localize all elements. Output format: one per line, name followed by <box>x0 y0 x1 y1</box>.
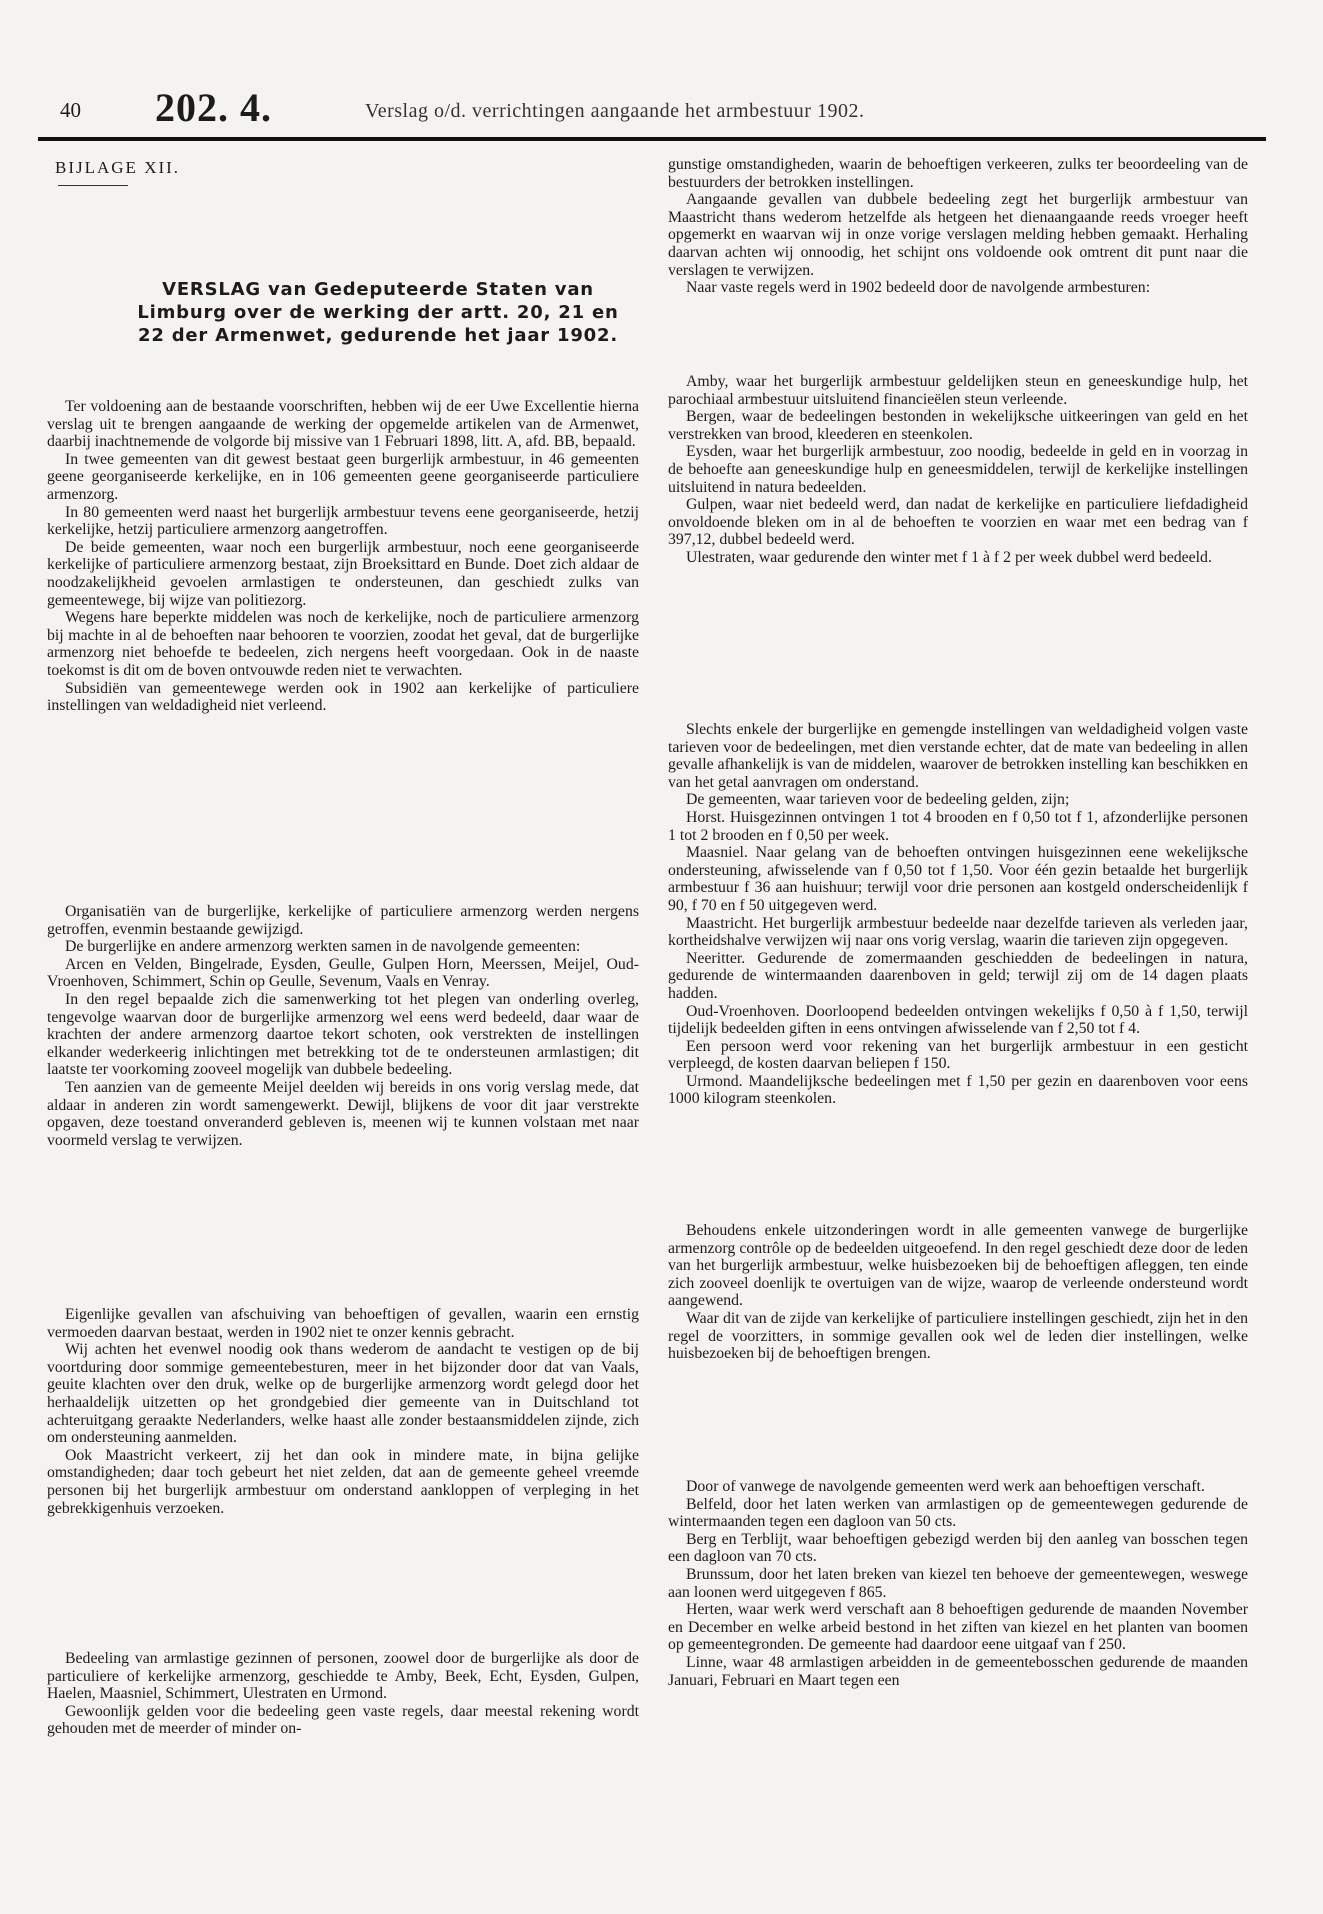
paragraph: Subsidiën van gemeentewege werden ook in 1902 aan kerkelijke of particuliere instellingen van weldadigheid niet verleend. <box>47 679 639 715</box>
paragraph: Organisatiën van de burgerlijke, kerkelijke of particuliere armenzorg werden nergens getroffen, evenmin bestaande gewijzigd. <box>47 903 639 938</box>
right-section-4 <box>668 1222 1248 1363</box>
right-section-2 <box>668 373 1248 567</box>
paragraph: Een persoon werd voor rekening van het burgerlijk armbestuur in een gesticht verpleegd, de kosten daarvan beliepen f 150. <box>668 1037 1248 1073</box>
paragraph: Linne, waar 48 armlastigen arbeidden in de gemeentebosschen gedurende de maanden Januari, Februari en Maart tegen een <box>668 1653 1248 1689</box>
paragraph: Maastricht. Het burgerlijk armbestuur bedeelde naar dezelfde tarieven als verleden jaar, kortheidshalve verwijzen wij naar ons vorig verslag, waarin die tarieven zijn opgegeven. <box>668 914 1248 950</box>
paragraph: Amby, waar het burgerlijk armbestuur geldelijken steun en geneeskundige hulp, het parochiaal armbestuur uitsluitend financieëlen steun verleende. <box>668 373 1248 408</box>
paragraph: Herten, waar werk werd verschaft aan 8 behoeftigen gedurende de maanden November en December en welke arbeid bestond in het ziften van kiezel en het planten van boomen op gemeentegronden. De gemeente had daardoor eene uitgaaf van f 250. <box>668 1601 1248 1654</box>
paragraph: Door of vanwege de navolgende gemeenten werd werk aan behoeftigen verschaft. <box>686 1478 1205 1495</box>
paragraph: In den regel bepaalde zich die samenwerking tot het plegen van onderling overleg, tengevolge waarvan door de burgerlijke armenzorg wel eens werd bedeeld, daar waar de krachten der andere armenzorg daartoe tekort schoten, ook verstrekten de instellingen elkander wederkeerig inlichtingen met betrekking tot de te ondersteunen armlastigen; dit laatste ter voorkoming zooveel mogelijk van dubbele bedeeling. <box>47 990 639 1079</box>
running-title: Verslag o/d. verrichtingen aangaande het armbestuur 1902. <box>365 100 865 122</box>
paragraph: Berg en Terblijt, waar behoeftigen gebezigd werden bij den aanleg van bosschen tegen een dagloon van 70 cts. <box>668 1530 1248 1566</box>
document-number: 202. 4. <box>155 85 272 130</box>
paragraph: Eigenlijke gevallen van afschuiving van behoeftigen of gevallen, waarin een ernstig vermoeden daarvan bestaat, werden in 1902 niet te onzer kennis gebracht. <box>47 1306 639 1341</box>
paragraph: gunstige omstandigheden, waarin de behoeftigen verkeeren, zulks ter beoordeeling van de bestuurders der betrokken instellingen. <box>668 156 1248 191</box>
paragraph: Waar dit van de zijde van kerkelijke of particuliere instellingen geschiedt, zijn het in den regel de voorzitters, in sommige gevallen ook wel de leden dier instellingen, welke huisbezoeken bij de behoeftigen brengen. <box>668 1309 1248 1363</box>
paragraph: Naar vaste regels werd in 1902 bedeeld door de navolgende armbesturen: <box>686 279 1151 297</box>
right-section-5 <box>668 1478 1248 1689</box>
paragraph: Oud-Vroenhoven. Doorloopend bedeelden ontvingen wekelijks f 0,50 à f 1,50, terwijl tijdelijk bedeelden giften in eens ontvingen afwisselende van f 2,50 tot f 4. <box>668 1002 1248 1038</box>
paragraph: In twee gemeenten van dit gewest bestaat geen burgerlijk armbestuur, in 46 gemeenten geene georganiseerde kerkelijke, en in 106 gemeenten geene georganiseerde particuliere armenzorg. <box>47 450 639 503</box>
paragraph: In 80 gemeenten werd naast het burgerlijk armbestuur tevens eene georganiseerde, hetzij kerkelijke, hetzij particuliere armenzorg aangetroffen. <box>47 503 639 539</box>
paragraph: Wij achten het evenwel noodig ook thans wederom de aandacht te vestigen op de bij voortduring door sommige gemeentebesturen, meer in het bijzonder door dat van Vaals, geuite klachten over den druk, welke op de burgerlijke armenzorg wordt gelegd door het herhaaldelijk uitzetten op het grondgebied dier gemeente van in Duitschland tot achteruitgang geraakte Nederlanders, welke haast alle zonder bestaansmiddelen zijnde, zich om ondersteuning aanmelden. <box>47 1341 639 1447</box>
paragraph: Wegens hare beperkte middelen was noch de kerkelijke, noch de particuliere armenzorg bij machte in al de behoeften naar behooren te voorzien, zoodat het geval, dat de burgerlijke armenzorg niet behoefde te bedeelen, zich nergens heeft voorgedaan. Ook in de naaste toekomst is dit om de boven ontvouwde reden niet te verwachten. <box>47 609 639 679</box>
paragraph: Ulestraten, waar gedurende den winter met f 1 à f 2 per week dubbel werd bedeeld. <box>686 548 1212 566</box>
label-underline <box>58 185 128 186</box>
right-section-1 <box>668 156 1248 297</box>
paragraph: Horst. Huisgezinnen ontvingen 1 tot 4 brooden en f 0,50 tot f 1, afzonderlijke personen 1 tot 2 brooden en f 0,50 per week. <box>668 808 1248 844</box>
paragraph: Ten aanzien van de gemeente Meijel deelden wij bereids in ons vorig verslag mede, dat aldaar in anderen zin wordt samengewerkt. Dewijl, blijkens de voor dit jaar verstrekte opgaven, deze toestand onveranderd gebleven is, meenen wij te kunnen volstaan met naar voormeld verslag te verwijzen. <box>47 1078 639 1149</box>
right-section-3 <box>668 721 1248 1108</box>
paragraph: Bergen, waar de bedeelingen bestonden in wekelijksche uitkeeringen van geld en het verstrekken van brood, kleederen en steenkolen. <box>668 408 1248 443</box>
paragraph: Slechts enkele der burgerlijke en gemengde instellingen van weldadigheid volgen vaste tarieven voor de bedeelingen, met dien verstande echter, dat de mate van bedeeling in allen gevalle afhankelijk is van de middelen, waarover de betrokken instelling kan beschikken en van het getal aanvragen om onderstand. <box>668 721 1248 791</box>
running-header <box>60 85 1260 130</box>
left-section-1 <box>47 398 639 715</box>
paragraph: Bedeeling van armlastige gezinnen of personen, zoowel door de burgerlijke als door de particuliere of kerkelijke armenzorg, geschiedde te Amby, Beek, Echt, Eysden, Gulpen, Haelen, Maasniel, Schimmert, Ulestraten en Urmond. <box>47 1650 639 1703</box>
paragraph: Ook Maastricht verkeert, zij het dan ook in mindere mate, in bijna gelijke omstandigheden; daar toch gebeurt het niet zelden, dat aan de gemeente geheel vreemde personen bij het burgerlijk armbestuur om onderstand aankloppen of verpleging in het gebrekkigenhuis verzoeken. <box>47 1446 639 1517</box>
paragraph: Belfeld, door het laten werken van armlastigen op de gemeentewegen gedurende de wintermaanden tegen een dagloon van 50 cts. <box>668 1495 1248 1531</box>
paragraph: Aangaande gevallen van dubbele bedeeling zegt het burgerlijk armbestuur van Maastricht thans wederom hetzelfde als hetgeen het dienaangaande reeds vroeger heeft opgemerkt en waarvan wij in onze vorige verslagen melding hebben gemaakt. Herhaling daarvan achten wij onnoodig, het schijnt ons voldoende ook omtrent dit punt naar die verslagen te verwijzen. <box>668 191 1248 279</box>
left-section-4 <box>47 1650 639 1738</box>
left-section-3 <box>47 1306 639 1517</box>
paragraph: De gemeenten, waar tarieven voor de bedeeling gelden, zijn; <box>686 791 1070 809</box>
page-number: 40 <box>60 98 81 122</box>
paragraph: Neeritter. Gedurende de zomermaanden geschiedden de bedeelingen in natura, gedurende de wintermaanden daarenboven in geld; terwijl zij om de 14 dagen plaats hadden. <box>668 949 1248 1002</box>
paragraph: Arcen en Velden, Bingelrade, Eysden, Geulle, Gulpen Horn, Meerssen, Meijel, Oud-Vroenhoven, Schimmert, Schin op Geulle, Sevenum, Vaals en Venray. <box>47 955 639 991</box>
paragraph: Behoudens enkele uitzonderingen wordt in alle gemeenten vanwege de burgerlijke armenzorg contrôle op de bedeelden uitgeoefend. In den regel geschiedt deze door de leden van het burgerlijk armbestuur, welke huisbezoeken bij de behoeftigen afleggen, ten einde zich zooveel doenlijk te overtuigen van de wijze, waarop de verleende ondersteund wordt aangewend. <box>668 1222 1248 1310</box>
paragraph: Brunssum, door het laten breken van kiezel ten behoeve der gemeentewegen, weswege aan loonen werd uitgegeven f 865. <box>668 1565 1248 1601</box>
paragraph: De burgerlijke en andere armenzorg werkten samen in de navolgende gemeenten: <box>65 938 581 956</box>
paragraph: Eysden, waar het burgerlijk armbestuur, zoo noodig, bedeelde in geld en in voorzag in de behoefte aan geneeskundige hulp en geneesmiddelen, terwijl de kerkelijke instellingen uitsluitend in natura bedeelden. <box>668 443 1248 496</box>
paragraph: Urmond. Maandelijksche bedeelingen met f 1,50 per gezin en daarenboven voor eens 1000 kilogram steenkolen. <box>668 1072 1248 1108</box>
report-heading: VERSLAG van Gedeputeerde Staten van Limburg over de werking der artt. 20, 21 en 22 der Armenwet, gedurende het jaar 1902. <box>137 279 619 346</box>
paragraph: Gulpen, waar niet bedeeld werd, dan nadat de kerkelijke en particuliere liefdadigheid onvoldoende bleken om in al de behoeften te voorzien en waar met een bedrag van f 397,12, dubbel bedeeld werd. <box>668 496 1248 549</box>
paragraph: Maasniel. Naar gelang van de behoeften ontvingen huisgezinnen eene wekelijksche ondersteuning, afwisselende van f 0,50 tot f 1,50. Voor één gezin betaalde het burgerlijk armbestuur f 36 aan huishuur; terwijl voor drie personen aan kostgeld onderscheidenlijk f 90, f 70 en f 50 uitgegeven werd. <box>668 844 1248 914</box>
paragraph: Ter voldoening aan de bestaande voorschriften, hebben wij de eer Uwe Excellentie hierna verslag uit te brengen aangaande de werking der opgemelde artikelen van de Armenwet, daarbij inachtnemende de volgorde bij missive van 1 Februari 1898, litt. A, afd. BB, bepaald. <box>47 398 639 451</box>
paragraph: Gewoonlijk gelden voor die bedeeling geen vaste regels, daar meestal rekening wordt gehouden met de meerder of minder on- <box>47 1702 639 1738</box>
header-rule <box>38 137 1266 141</box>
appendix-label: BIJLAGE XII. <box>55 158 181 177</box>
paragraph: De beide gemeenten, waar noch een burgerlijk armbestuur, noch eene georganiseerde kerkelijke of particuliere armenzorg bestaat, zijn Broeksittard en Bunde. Doet zich aldaar de noodzakelijkheid gevoelen armlastigen te ondersteunen, dan geschiedt zulks van gemeentewege, bij wijze van politiezorg. <box>47 538 639 609</box>
left-section-2 <box>47 903 639 1149</box>
